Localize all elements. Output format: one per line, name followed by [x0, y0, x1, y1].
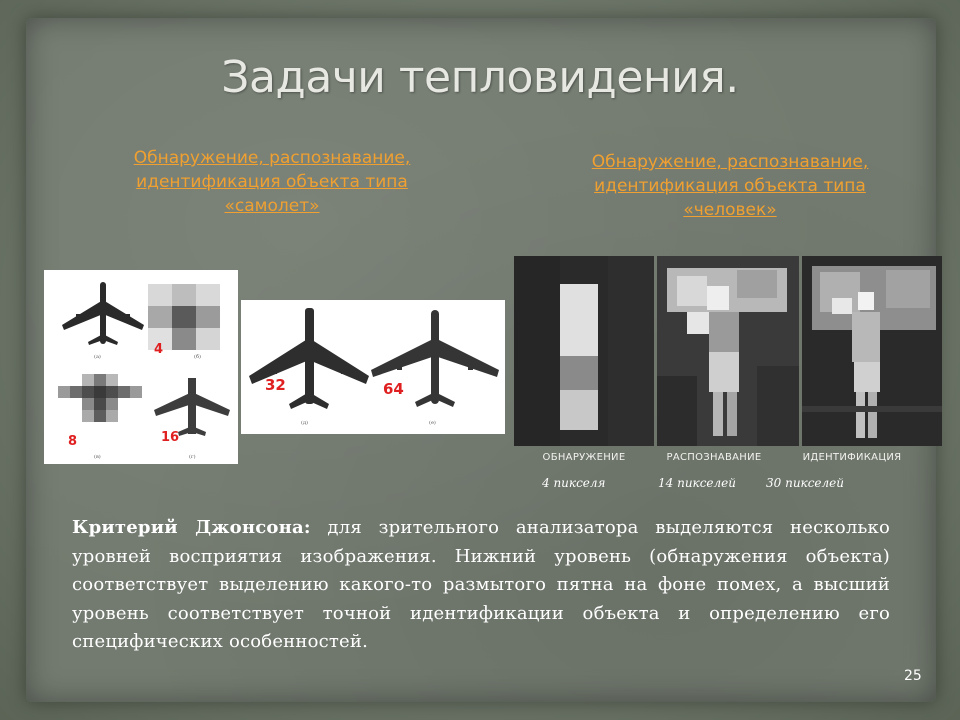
svg-text:(д): (д) — [301, 420, 308, 426]
pixels-detection: 4 пикселя — [542, 476, 606, 490]
pixels-identification: 30 пикселей — [766, 476, 844, 490]
stage-label-recognition: РАСПОЗНАВАНИЕ — [666, 452, 762, 463]
airplane-8px-icon — [58, 374, 142, 422]
airplane-4px-icon — [148, 284, 220, 350]
thermal-detection-svg — [514, 256, 654, 446]
thermal-detection-image — [514, 256, 654, 446]
johnson-criterion-text: для зрительного анализатора выделяются несколько уровней восприятия изображения. Нижний уровень (обнаружения объекта) соответствует выделению какого-то размытого пятна на фоне помех, а высший уровень соответствует точной идентификации объекта и определению его специфических особенностей. — [72, 517, 890, 652]
caption-airplane-line3: «самолет» — [224, 196, 320, 216]
svg-text:(в): (в) — [94, 454, 101, 460]
thermal-recognition-image — [657, 256, 799, 446]
johnson-criterion-term: Критерий Джонсона: — [72, 517, 311, 538]
caption-human-line1: Обнаружение, распознавание, — [591, 152, 869, 172]
svg-text:(е): (е) — [429, 420, 436, 426]
caption-airplane-line1: Обнаружение, распознавание, — [133, 148, 411, 168]
stage-label-detection: ОБНАРУЖЕНИЕ — [542, 452, 626, 463]
resolution-label-8: 8 — [68, 434, 78, 449]
svg-text:(а): (а) — [94, 354, 101, 360]
caption-human-line3: «человек» — [683, 200, 777, 220]
thermal-identification-svg — [802, 256, 942, 446]
airplane-resolution-pair-image — [241, 300, 505, 434]
resolution-label-4: 4 — [154, 342, 164, 357]
resolution-label-64: 64 — [383, 380, 404, 398]
resolution-label-16: 16 — [161, 430, 180, 445]
caption-airplane[interactable] — [96, 146, 448, 218]
page-number: 25 — [904, 668, 922, 684]
slide-title: Задачи тепловидения. — [221, 52, 739, 103]
airplane-sharp-icon — [62, 282, 144, 345]
svg-text:(б): (б) — [194, 354, 201, 360]
svg-text:(г): (г) — [189, 454, 196, 460]
airplane-16px-icon — [154, 378, 230, 436]
airplane-pair-svg — [241, 300, 505, 434]
pixels-recognition: 14 пикселей — [658, 476, 736, 490]
resolution-label-32: 32 — [265, 376, 286, 394]
johnson-criterion-paragraph — [72, 514, 890, 657]
caption-airplane-line2: идентификация объекта типа — [136, 172, 408, 192]
thermal-recognition-svg — [657, 256, 799, 446]
thermal-identification-image — [802, 256, 942, 446]
caption-human-line2: идентификация объекта типа — [594, 176, 866, 196]
caption-human[interactable] — [556, 150, 904, 222]
stage-label-identification: ИДЕНТИФИКАЦИЯ — [802, 452, 902, 463]
airplane-resolution-grid-image — [44, 270, 238, 464]
